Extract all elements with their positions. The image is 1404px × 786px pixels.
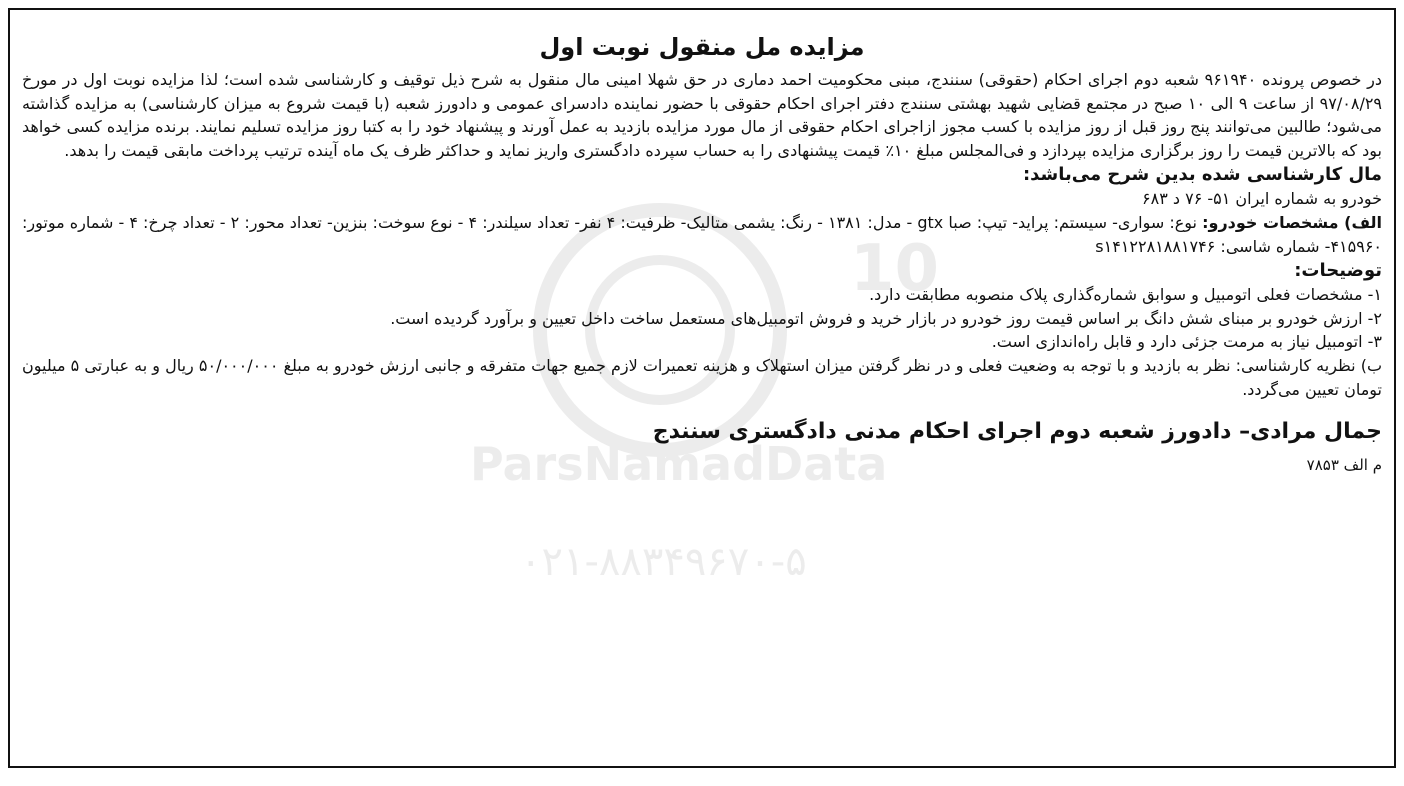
signature-line: جمال مرادی– دادورز شعبه دوم اجرای احکام مدنی دادگستری سنندج — [652, 419, 1382, 445]
note-item-1: ۱- مشخصات فعلی اتومبیل و سوابق شماره‌گذاری پلاک منصوبه مطابقت دارد. — [869, 285, 1382, 305]
watermark-phone: ۰۲۱-۸۸۳۴۹۶۷۰-۵ — [520, 539, 807, 585]
reference-code: م الف ۷۸۵۳ — [1306, 456, 1382, 475]
intro-paragraph: در خصوص پرونده ۹۶۱۹۴۰ شعبه دوم اجرای احکام (حقوقی) سنندج، مبنی محکومیت احمد دماری در حق شهلا امینی مال منقول به شرح ذیل توقیف و کارشناسی شده است؛ لذا مزایده نوبت اول در مورخ ۹۷/۰۸/۲۹ از ساعت ۹ الی ۱۰ صبح در مجتمع قضایی شهید بهشتی سنندج دفتر اجرای احکام حقوقی با حضور نماینده دادسرای عمومی و دادورز شعبه (با قیمت شروع به میزان کارشناسی) به مزایده گذاشته می‌شود؛ طالبین می‌توانند پنج روز قبل از روز مزایده با کسب مجوز ازاجرای احکام حقوقی از مال مورد مزایده بازدید به عمل آورند و پیشنهاد خود را به کتبا روز مزایده تسلیم نمایند. برنده مزایده کسی خواهد بود که بالاترین قیمت را روز برگزاری مزایده بپردازد و فی‌المجلس مبلغ ۱۰٪ قیمت پیشنهادی را به حساب سپرده دادگستری واریز نماید و حداکثر ظرف یک ماه آینده ترتیب پرداخت مابقی قیمت را بدهد. — [22, 70, 1383, 160]
note-item-3: ۳- اتومبیل نیاز به مرمت جزئی دارد و قابل راه‌اندازی است. — [991, 332, 1382, 352]
assets-heading: مال کارشناسی شده بدین شرح می‌باشد: — [1022, 164, 1382, 186]
notice-content — [22, 30, 1382, 475]
note-item-2: ۲- ارزش خودرو بر مبنای شش دانگ بر اساس قیمت روز خودرو در بازار خرید و فروش اتومبیل‌های مستعمل ساخت داخل تعیین و برآورد گردیده است. — [390, 308, 1382, 328]
vehicle-plate: خودرو به شماره ایران ۵۱- ۷۶ د ۶۸۳ — [1142, 189, 1382, 209]
watermark-brand: ParsNamadData — [470, 437, 888, 491]
expert-opinion: ب) نظریه کارشناسی: نظر به بازدید و با توجه به وضعیت فعلی و در نظر گرفتن میزان استهلاک و هزینه تعمیرات لازم جمیع جهات متفرقه و جانبی ارزش خودرو به مبلغ ۵۰/۰۰۰/۰۰۰ ریال و به عبارتی ۵ میلیون تومان تعیین می‌گردد. — [22, 355, 1383, 399]
notice-title: مزایده مل منقول نوبت اول — [539, 33, 865, 61]
notes-heading: توضیحات: — [1294, 260, 1382, 282]
vehicle-spec — [22, 211, 1382, 258]
watermark-number: 10 — [850, 232, 940, 306]
spec-label: الف) مشخصات خودرو: — [1202, 212, 1383, 232]
spec-text: نوع: سواری- سیستم: پراید- تیپ: صبا gtx - مدل: ۱۳۸۱ - رنگ: یشمی متالیک- ظرفیت: ۴ نفر- تعداد سیلندر: ۴ - نوع سوخت: بنزین- تعداد محور: ۲ - تعداد چرخ: ۴ - شماره موتور: ۴۱۵۹۶۰- شماره شاسی: s۱۴۱۲۲۸۱۸۸۱۷۴۶ — [22, 212, 1382, 256]
